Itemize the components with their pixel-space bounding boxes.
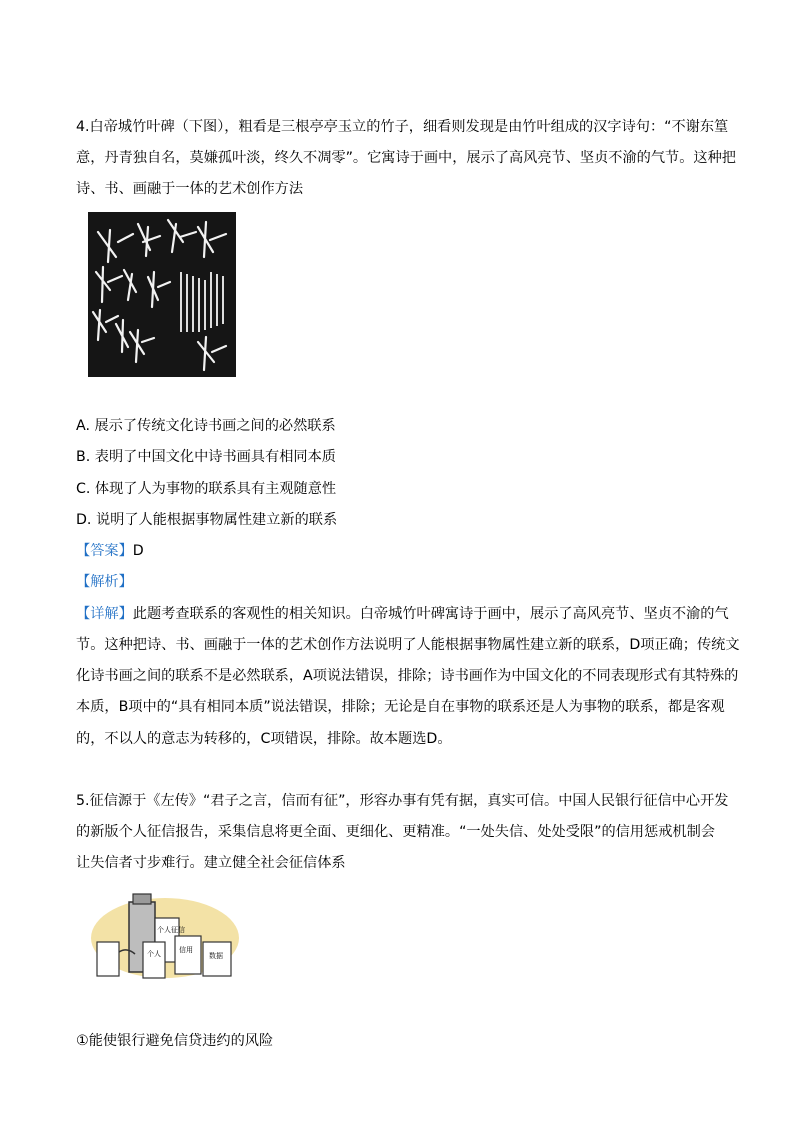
label-personal: 个人 [147, 950, 161, 958]
q5-option-1: ①能使银行避免信贷违约的风险 [76, 1033, 274, 1049]
q5-stem-line3: 让失信者寸步难行。建立健全社会征信体系 [76, 855, 346, 871]
q4-detail-line4: 本质，B项中的“具有相同本质”说法错误，排除；无论是自在事物的联系还是人为事物的联系，都是客观 [76, 699, 725, 715]
q4-stem-line2: 意，丹青独自名，莫嫌孤叶淡，终久不凋零”。它寓诗于画中，展示了高风亮节、坚贞不渝的气节。这种把 [76, 150, 736, 166]
q4-option-c: C. 体现了人为事物的联系具有主观随意性 [76, 481, 337, 497]
q4-option-b: B. 表明了中国文化中诗书画具有相同本质 [76, 449, 336, 465]
analysis-label: 【解析】 [76, 574, 133, 590]
q4-detail-line3: 化诗书画之间的联系不是必然联系，A项说法错误，排除；诗书画作为中国文化的不同表现形式有其特殊的 [76, 668, 739, 684]
q4-detail-line1 [76, 603, 729, 623]
answer-value: D [132, 543, 144, 559]
label-credit: 信用 [179, 946, 193, 954]
q4-detail-line5: 的，不以人的意志为转移的，C项错误，排除。故本题选D。 [76, 731, 452, 747]
detail-label: 【详解】 [76, 606, 133, 622]
q4-stem-line3: 诗、书、画融于一体的艺术创作方法 [76, 181, 304, 197]
bamboo-leaf-stele-image [88, 212, 236, 377]
q4-option-d: D. 说明了人能根据事物属性建立新的联系 [76, 512, 338, 528]
q4-detail-line2: 节。这种把诗、书、画融于一体的艺术创作方法说明了人能根据事物属性建立新的联系，D项正确；传统文 [76, 637, 740, 653]
label-personal-credit: 个人征信 [157, 926, 185, 934]
q4-answer [76, 540, 144, 560]
label-data: 数据 [209, 952, 223, 960]
detail-text-1: 此题考查联系的客观性的相关知识。白帝城竹叶碑寓诗于画中，展示了高风亮节、坚贞不渝的气 [132, 606, 729, 622]
answer-label: 【答案】 [76, 543, 133, 559]
q4-option-a: A. 展示了传统文化诗书画之间的必然联系 [76, 418, 336, 434]
q5-stem-line2: 的新版个人征信报告，采集信息将更全面、更细化、更精准。“一处失信、处处受限”的信用惩戒机制会 [76, 824, 715, 840]
credit-report-cartoon [89, 892, 241, 984]
q4-stem-line1: 4.白帝城竹叶碑（下图），粗看是三根亭亭玉立的竹子，细看则发现是由竹叶组成的汉字诗句：“不谢东篁 [76, 119, 729, 135]
q5-stem-line1: 5.征信源于《左传》“君子之言，信而有征”，形容办事有凭有据，真实可信。中国人民银行征信中心开发 [76, 793, 729, 809]
